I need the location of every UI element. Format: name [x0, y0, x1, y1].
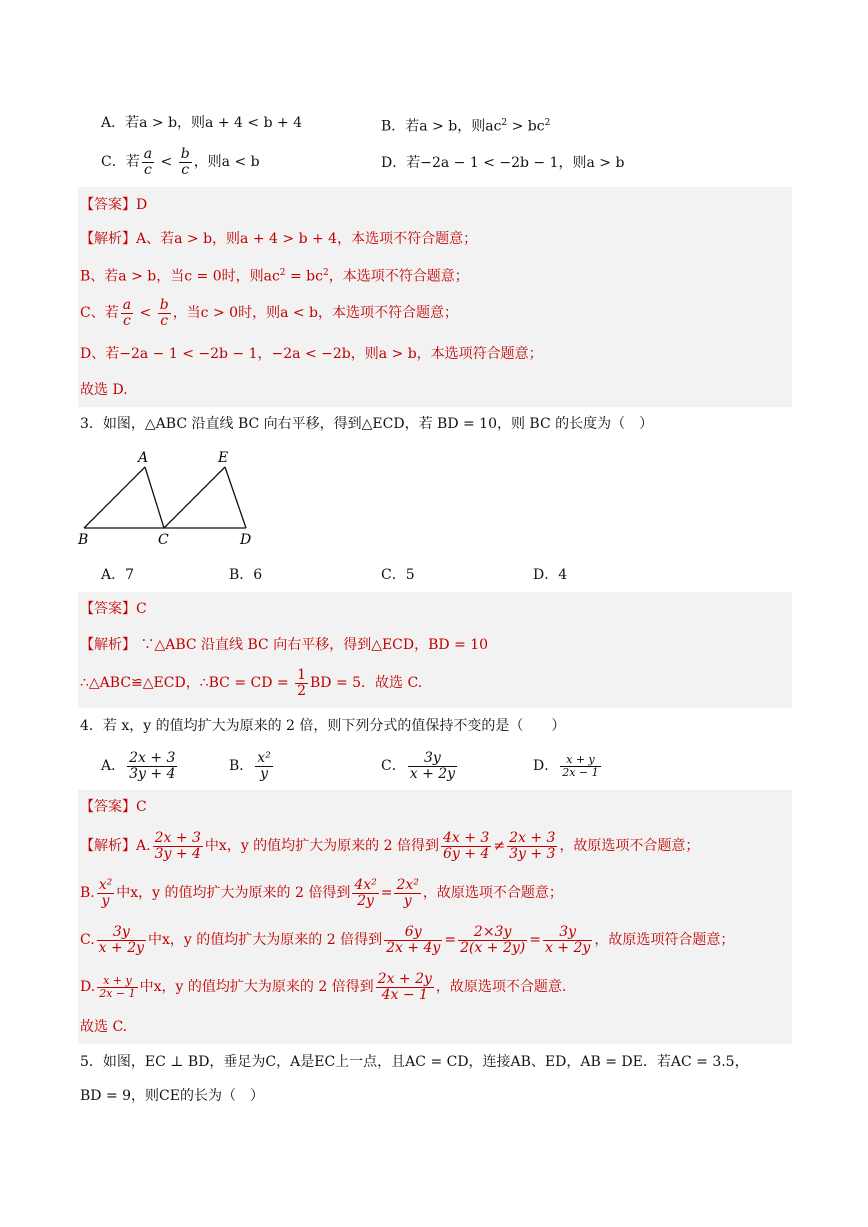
q2-option-b-exp2: 2 [544, 118, 551, 128]
frac-den: 3y + 4 [129, 765, 176, 782]
q3-option-d: D．4 [533, 567, 568, 583]
frac-num: x² [257, 749, 271, 766]
q2-solution-c [80, 294, 458, 332]
frac [458, 925, 527, 956]
q4-solution-b [80, 873, 563, 913]
line-ce [164, 467, 225, 528]
option-label: C． [381, 758, 406, 774]
frac-num: 3y [408, 751, 457, 767]
frac-num: x + y [560, 754, 600, 767]
exp: 2 [322, 268, 329, 278]
frac-den: x + 2y [98, 939, 145, 956]
q4-not-fit: ，故原选项不合题意； [559, 838, 700, 854]
frac-den: 2(x + 2y) [460, 939, 526, 956]
q4-solution-c-prefix: C. [80, 932, 95, 948]
q3-option-a: A．7 [101, 567, 135, 583]
exp: 2 [279, 268, 286, 278]
q4-solution-a [80, 826, 699, 866]
frac [121, 298, 133, 329]
q2-option-a: A．若a > b，则a + 4 < b + 4 [101, 115, 303, 131]
frac [255, 751, 273, 782]
eq-sign: = [529, 932, 541, 948]
q2-solution-b-prefix: B、若a > b，当c = 0时，则ac [80, 268, 280, 285]
frac [384, 925, 442, 956]
frac [507, 831, 557, 862]
q3-answer: 【答案】C [80, 601, 147, 617]
lt-sign: < [135, 305, 156, 321]
q2-answer: 【答案】D [80, 197, 148, 213]
frac [394, 878, 420, 909]
eq-sign: = [444, 932, 457, 948]
q4-option-a [101, 747, 179, 785]
line-ab [84, 467, 145, 528]
frac-den: 2x − 1 [562, 765, 599, 779]
frac [352, 878, 378, 909]
q2-solution-b [80, 263, 469, 287]
frac-num: 3y [543, 925, 592, 941]
frac-den: 2y [357, 892, 374, 909]
frac [158, 298, 171, 329]
frac-den: 2x − 1 [99, 986, 136, 1000]
frac-num: 2x² [396, 876, 419, 893]
q4-conclusion: 故选 C. [80, 1019, 128, 1035]
q2-conclusion: 故选 D. [80, 382, 128, 398]
frac-num: 2x + 2y [377, 970, 432, 987]
frac-num: a [143, 145, 153, 162]
frac [97, 925, 146, 956]
q2-solution-d: D、若−2a − 1 < −2b − 1，−2a < −2b，则a > b，本选项符合题意； [80, 346, 543, 362]
frac-den: x + 2y [544, 939, 591, 956]
frac-num: 1 [297, 666, 306, 683]
frac-den: c [160, 312, 169, 329]
label-e: E [218, 450, 229, 466]
lt-sign: < [156, 154, 177, 170]
frac-num: x + y [97, 975, 137, 988]
q4-option-d [533, 747, 603, 785]
q2-option-b-mid: > bc [507, 118, 545, 135]
frac-num: b [159, 296, 169, 313]
frac-num: 2×3y [458, 925, 527, 941]
frac-num: a [122, 296, 132, 313]
label-b: B [78, 532, 89, 548]
frac [97, 975, 137, 1000]
q4-in-text: 中x，y 的值均扩大为原来的 2 倍得到 [204, 838, 439, 854]
q4-stem: 4．若 x，y 的值均扩大为原来的 2 倍，则下列分式的值保持不变的是（ ） [80, 718, 566, 734]
frac-num: 6y [384, 925, 442, 941]
q2-solution-b-mid: = bc [285, 268, 323, 285]
frac [97, 878, 115, 909]
frac-den: 4x − 1 [381, 986, 428, 1003]
q5-stem-line2: BD = 9，则CE的长为（ ） [80, 1088, 264, 1104]
frac-num: 3y [97, 925, 146, 941]
frac-num: 4x + 3 [441, 831, 491, 847]
frac-num: 2x + 3 [127, 751, 177, 767]
frac-den: y [403, 892, 412, 909]
q3-solution-2-suffix: BD = 5．故选 C. [309, 675, 423, 691]
q3-option-c: C．5 [381, 567, 415, 583]
frac-num: 2x + 3 [153, 831, 203, 847]
frac-den: 3y + 3 [509, 845, 556, 862]
frac-num: 4x² [354, 876, 377, 893]
q2-solution-a: 【解析】A、若a > b，则a + 4 > b + 4，本选项不符合题意； [80, 231, 478, 247]
q2-option-b [381, 113, 550, 137]
q4-in-text: 中x，y 的值均扩大为原来的 2 倍得到 [148, 932, 383, 948]
eq-sign: = [380, 885, 393, 901]
q4-option-b [229, 747, 275, 785]
q2-solution-c-suffix: ，当c > 0时，则a < b，本选项不符合题意； [172, 305, 459, 321]
option-label: A． [101, 758, 126, 774]
q3-stem: 3．如图，△ABC 沿直线 BC 向右平移，得到△ECD，若 BD = 10，则 BC 的长度为（ ） [80, 416, 654, 432]
q4-solution-c [80, 920, 734, 960]
line-ed [225, 467, 246, 528]
frac-half [295, 668, 308, 699]
q4-not-fit-end: ，故原选项不合题意. [435, 979, 567, 995]
frac-num: x² [98, 876, 113, 893]
q4-fit: ，故原选项符合题意； [594, 932, 735, 948]
frac-den: 2 [297, 682, 306, 699]
q2-option-c-frac2 [179, 147, 192, 178]
frac-den: 2x + 4y [386, 939, 441, 956]
q3-solution-2 [80, 664, 422, 702]
frac-den: y [101, 892, 110, 909]
frac [376, 972, 434, 1003]
q2-option-d: D．若−2a − 1 < −2b − 1，则a > b [381, 155, 625, 171]
label-a: A [138, 450, 149, 466]
label-c: C [158, 532, 169, 548]
q2-option-c-suffix: ，则a < b [193, 154, 260, 170]
frac [560, 754, 600, 779]
q2-option-c [101, 143, 260, 181]
frac [543, 925, 592, 956]
q2-option-c-frac1 [142, 147, 154, 178]
q4-not-fit: ，故原选项不合题意； [422, 885, 563, 901]
q4-in-text: 中x，y 的值均扩大为原来的 2 倍得到 [139, 979, 374, 995]
q4-in-text: 中x，y 的值均扩大为原来的 2 倍得到 [116, 885, 351, 901]
frac [153, 831, 203, 862]
frac-den: y [260, 765, 269, 782]
frac-den: c [181, 161, 190, 178]
q4-solution-a-prefix: 【解析】A. [80, 838, 151, 854]
q2-option-b-prefix: B．若a > b，则ac [381, 118, 502, 135]
q2-solution-b-suffix: ，本选项不符合题意； [328, 268, 469, 285]
q4-solution-b-prefix: B. [80, 885, 95, 901]
label-d: D [240, 532, 252, 548]
option-label: D． [533, 758, 559, 774]
q2-solution-c-prefix: C、若 [80, 305, 119, 321]
q2-option-b-exp1: 2 [501, 118, 508, 128]
line-ac [145, 467, 164, 528]
q3-solution-2-prefix: ∴△ABC≌△ECD，∴BC = CD = [80, 675, 294, 691]
q4-solution-d [80, 967, 566, 1007]
q2-option-c-prefix: C．若 [101, 154, 140, 170]
q4-solution-d-prefix: D. [80, 979, 96, 995]
frac [127, 751, 177, 782]
q3-translation-figure [74, 446, 264, 550]
q3-solution-1: 【解析】 ∵△ABC 沿直线 BC 向右平移，得到△ECD，BD = 10 [80, 637, 489, 653]
q3-option-b: B．6 [229, 567, 263, 583]
q5-stem-line1: 5．如图，EC ⊥ BD，垂足为C，A是EC上一点，且AC = CD，连接AB、ED，AB = DE．若AC = 3.5， [80, 1054, 749, 1070]
frac-den: c [122, 312, 131, 329]
frac [441, 831, 491, 862]
q4-answer: 【答案】C [80, 799, 147, 815]
frac-den: 6y + 4 [442, 845, 490, 862]
frac-num: 2x + 3 [507, 831, 557, 847]
frac-den: c [143, 161, 152, 178]
option-label: B． [229, 758, 254, 774]
neq-sign: ≠ [493, 838, 506, 854]
frac-den: x + 2y [409, 765, 456, 782]
frac-num: b [180, 145, 190, 162]
frac [408, 751, 457, 782]
frac-den: 3y + 4 [154, 845, 201, 862]
q4-option-c [381, 747, 459, 785]
